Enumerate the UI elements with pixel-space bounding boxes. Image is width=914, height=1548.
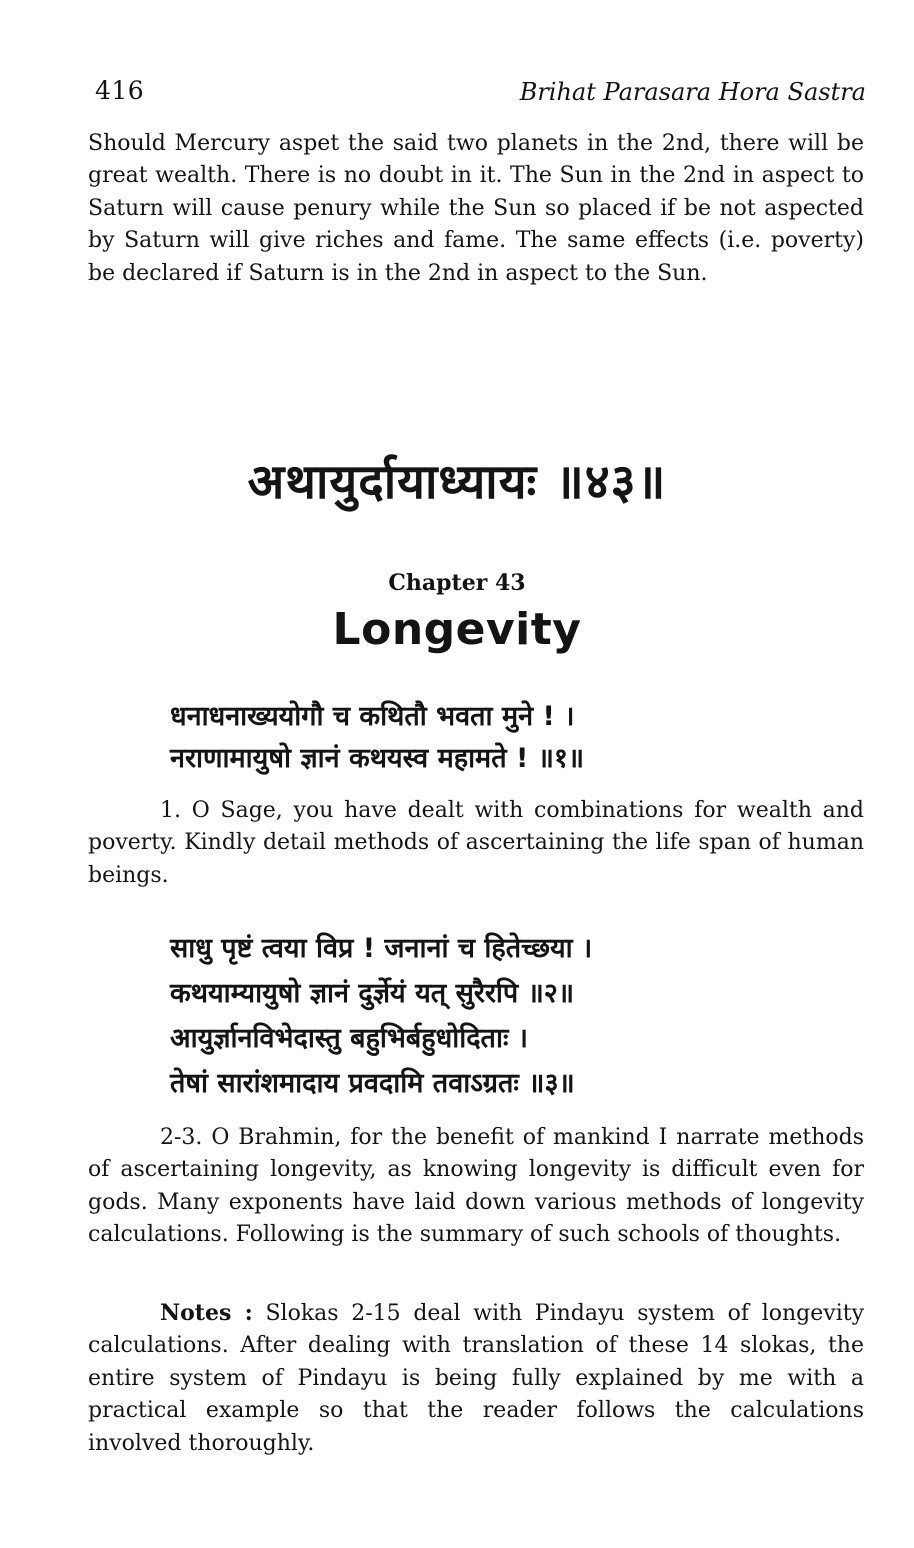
running-head: Brihat Parasara Hora Sastra [519, 78, 866, 106]
sloka-line: कथयाम्यायुषो ज्ञानं दुर्ज्ञेयं यत् सुरैरपि ॥२॥ [170, 978, 575, 1009]
sanskrit-chapter-heading: अथायुर्दायाध्यायः ॥४३॥ [247, 454, 667, 510]
page-number: 416 [95, 76, 145, 105]
sloka-line: तेषां सारांशमादाय प्रवदामि तवाऽग्रतः ॥३॥ [170, 1068, 575, 1099]
translation-1: 1. O Sage, you have dealt with combinations for wealth and poverty. Kindly detail methods of ascertaining the life span of human beings. [88, 798, 864, 888]
notes-paragraph [88, 1297, 864, 1460]
chapter-label: Chapter 43 [388, 570, 526, 596]
sloka-line: आयुर्ज्ञानविभेदास्तु बहुभिर्बहुधोदिताः । [170, 1023, 529, 1054]
sloka-line: धनाधनाख्ययोगौ च कथितौ भवता मुने ! । [170, 701, 575, 732]
chapter-title: Longevity [332, 604, 582, 655]
translation-2-3: 2-3. O Brahmin, for the benefit of mankind I narrate methods of ascertaining longevity, as knowing longevity is difficult even for gods. Many exponents have laid down various methods of longevity calculations. Following is the summary of such schools of thoughts. [88, 1125, 864, 1248]
sloka-1 [170, 696, 584, 780]
sloka-line: साधु पृष्टं त्वया विप्र ! जनानां च हितेच्छया । [170, 933, 593, 964]
sloka-line: नराणामायुषो ज्ञानं कथयस्व महामते ! ॥१॥ [170, 743, 585, 774]
sloka-2-3 [170, 926, 592, 1106]
notes-text: Slokas 2-15 deal with Pindayu system of longevity calculations. After dealing with translation of these 14 slokas, the entire system of Pindayu is being fully explained by me with a practical example so that the reader follows the calculations involved thoroughly. [88, 1301, 865, 1456]
continued-paragraph: Should Mercury aspet the said two planets in the 2nd, there will be great wealth. There is no doubt in it. The Sun in the 2nd in aspect to Saturn will cause penury while the Sun so placed if be not aspected by Saturn will give riches and fame. The same effects (i.e. poverty) be declared if Saturn is in the 2nd in aspect to the Sun. [88, 131, 864, 286]
notes-label: Notes : [160, 1300, 253, 1326]
